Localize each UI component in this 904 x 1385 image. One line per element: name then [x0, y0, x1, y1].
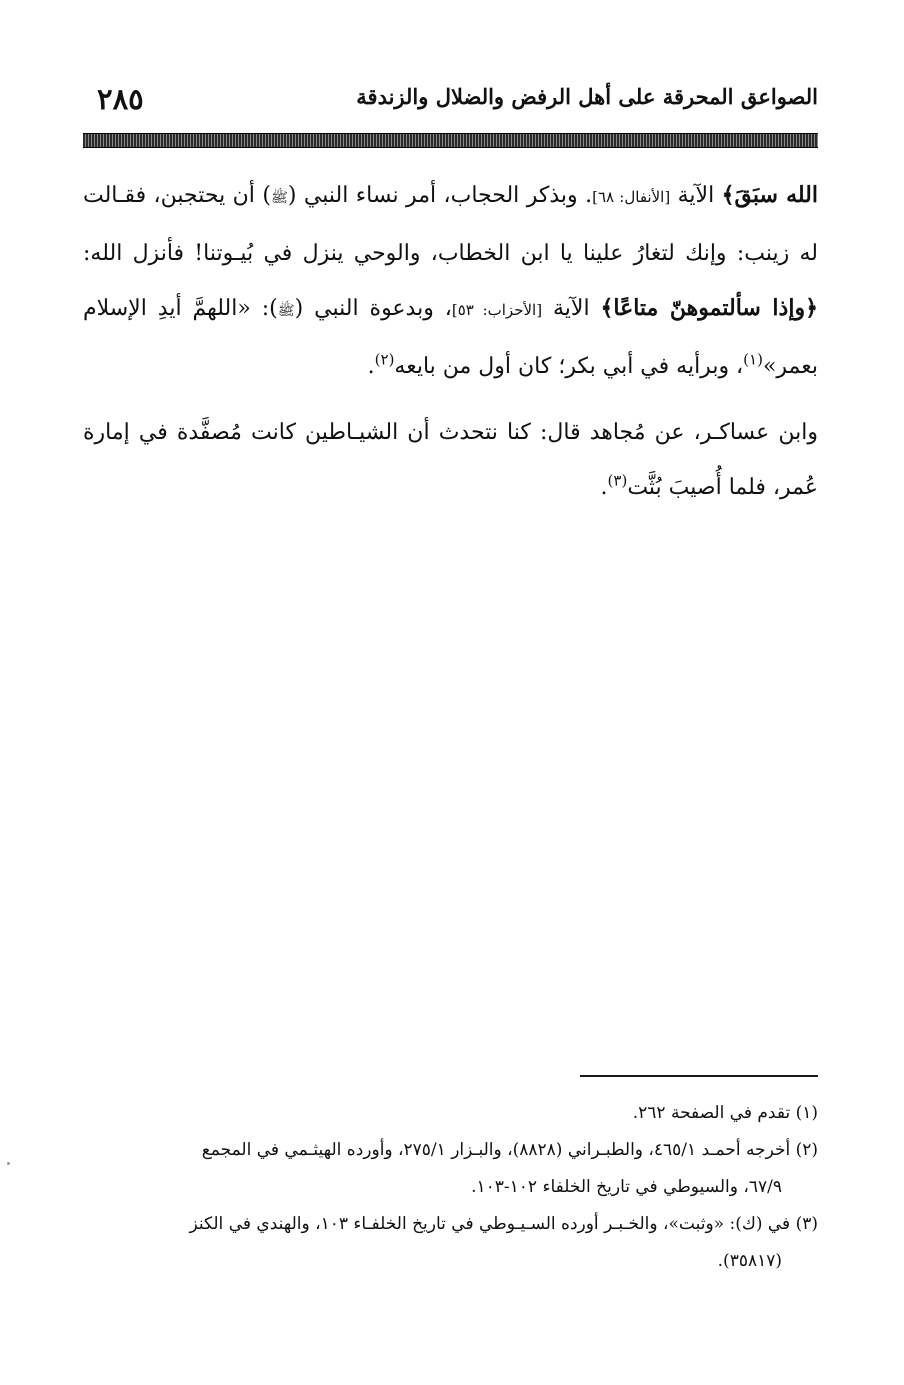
text-span: وابن عساكـر، عن مُجاهد قال: كنا نتحدث أن الشيـاطين كانت مُصفَّدة في إمارة عُمر، فلما أُصيبَ بُثَّت	[83, 420, 818, 500]
footnote-ref-3[interactable]: (٣)	[607, 471, 628, 490]
quran-verse: الله سبَقَ﴾	[721, 182, 818, 208]
scan-speck	[7, 1162, 10, 1165]
footnote-3: (٣) في (ك): «وثبت»، والخـبـر أورده السـيـوطي في تاريخ الخلفـاء ١٠٣، والهندي في الكنز	[189, 1214, 818, 1234]
salawat-glyph: ﷺ	[270, 190, 288, 206]
text-span: ، وبدعوة النبي (	[294, 296, 452, 321]
salawat-glyph: ﷺ	[277, 303, 295, 319]
footnote-ref-1[interactable]: (١)	[743, 350, 763, 369]
paragraph-2	[83, 405, 818, 515]
header-rule	[83, 133, 818, 148]
text-span: الآية	[542, 296, 601, 321]
text-span: الآية	[670, 183, 722, 208]
main-text	[83, 168, 818, 515]
paragraph-1	[83, 168, 818, 394]
footnote-2: (٢) أخرجه أحمـد ٤٦٥/١، والطبـراني (٨٨٢٨)، والبـزار ٢٧٥/١، وأورده الهيثـمي في المجمع	[201, 1140, 818, 1160]
footnote-1: (١) تقدم في الصفحة ٢٦٢.	[632, 1103, 818, 1123]
text-span: .	[367, 354, 375, 379]
text-span: ) أن يحتجبن، فقـالت له زينب: وإنك لتغارُ علينا يا ابن الخطاب، والوحي ينزل في بُيـوتنا! فأنزل الله:	[83, 183, 818, 266]
page-number: ٢٨٥	[97, 82, 144, 116]
text-span: ): «اللهمَّ أيدِ الإسلام بعمر»	[83, 296, 818, 379]
text-span: .	[600, 475, 608, 500]
running-title: الصواعق المحرقة على أهل الرفض والضلال والزندقة	[356, 84, 818, 109]
verse-citation: [الأنفال: ٦٨]	[592, 188, 671, 206]
quran-verse: ﴿وإذا سألتموهنّ متاعًا﴾	[600, 295, 818, 321]
verse-citation: [الأحزاب: ٥٣]	[451, 301, 543, 319]
footnote-2-continuation: ٦٧/٩، والسيوطي في تاريخ الخلفاء ١٠٢-١٠٣.	[471, 1177, 782, 1197]
text-span: ، وبرأيه في أبي بكر؛ كان أول من بايعه	[394, 354, 744, 379]
footnote-3-continuation: (٣٥٨١٧).	[717, 1251, 782, 1271]
page-header	[83, 82, 818, 122]
footnotes	[83, 1095, 818, 1280]
text-span: . وبذكر الحجاب، أمر نساء النبي (	[287, 183, 593, 208]
footnote-ref-2[interactable]: (٢)	[374, 350, 395, 369]
footnote-separator	[580, 1075, 818, 1077]
